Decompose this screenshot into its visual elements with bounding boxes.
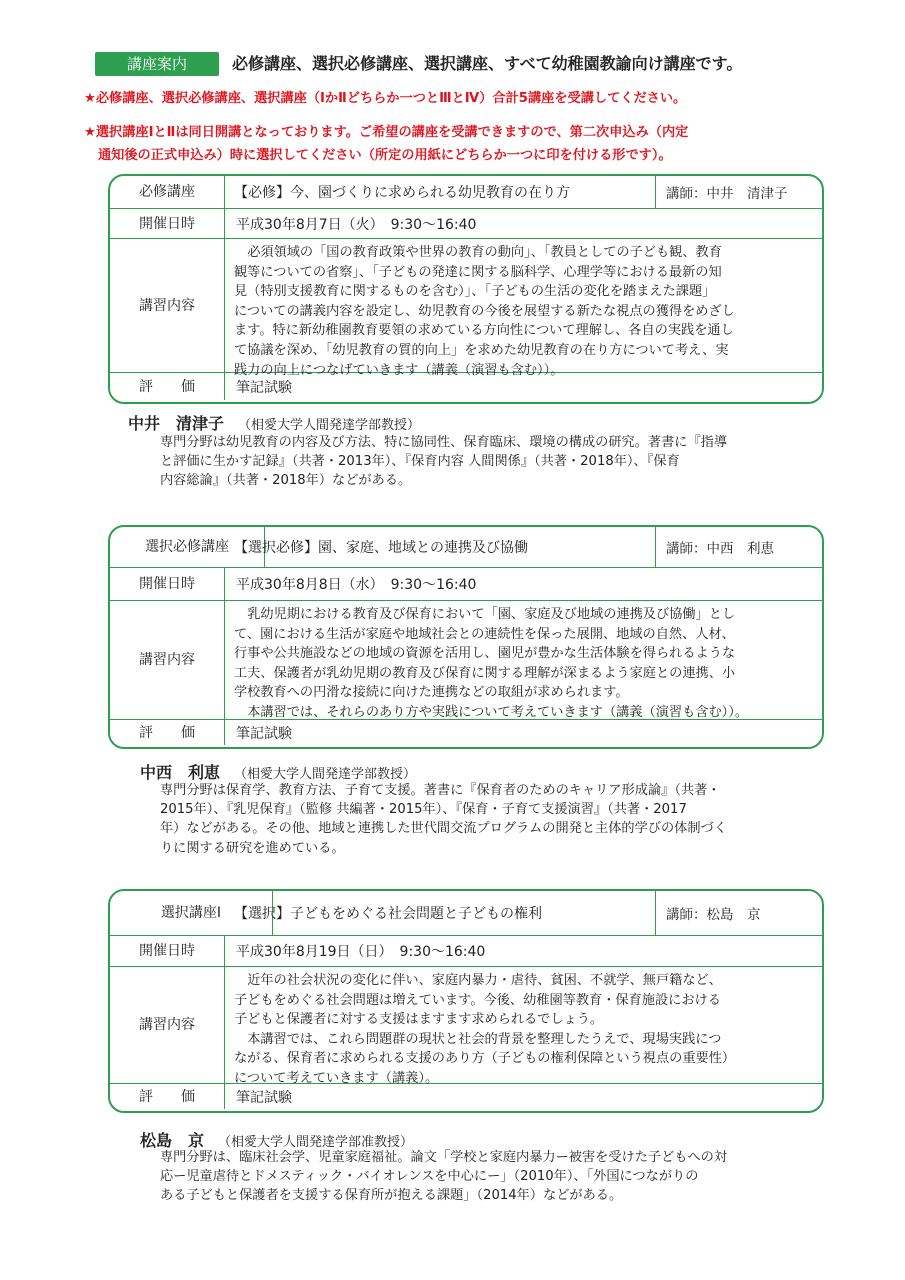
eval-label: 評 価	[110, 1084, 225, 1109]
notice-3: 通知後の正式申込み）時に選択してください（所定の用紙にどちらか一つに印を付ける形です）。	[98, 148, 672, 163]
date-label: 開催日時	[110, 936, 225, 966]
date-label: 開催日時	[110, 209, 225, 238]
page-title: 必修講座、選択必修講座、選択講座、すべて幼稚園教諭向け講座です。	[232, 54, 743, 73]
course-date: 平成30年8月19日（日） 9:30～16:40	[236, 944, 486, 960]
lecturer-bio: 専門分野は保育学、教育方法、子育て支援。著書に『保育者のためのキャリア形成論』（共著・ 2015年）、『乳児保育』（監修 共編著・2015年）、『保育・子育て支援演習』（共著・2017 年）などがある。その他、地域と連携した世代間交流プログラムの開発と主体的学びの体制づく りに関する研究を進めている。	[160, 783, 727, 856]
course-evaluation: 筆記試験	[236, 379, 292, 396]
course-type: 選択講座Ⅰ	[110, 891, 273, 935]
course-lecturer: 講師：松島 京	[666, 907, 761, 923]
lecturer-bio: 専門分野は幼児教育の内容及び方法、特に協同性、保育臨床、環境の構成の研究。著書に『指導 と評価に生かす記録』（共著・2013年）、『保育内容 人間関係』（共著・2018年）、『保育 内容総論』（共著・2018年）などがある。	[160, 435, 728, 489]
notice-2: ★選択講座ⅠとⅡは同日開講となっております。ご希望の講座を受講できますので、第二次申込み（内定	[84, 125, 689, 140]
course-content: 近年の社会状況の変化に伴い、家庭内暴力・虐待、貧困、不就学、無戸籍など、 子どもをめぐる社会問題は増えています。今後、幼稚園等教育・保育施設における 子どもと保護者に対する支援はますます求められるでしょう。 本講習では、これら問題群の現状と社会的背景を整理したうえで、現場実践につ ながる、保育者に求められる支援のあり方（子どもの権利保障という視点の重要性） について考えていきます（講義）。	[234, 973, 736, 1086]
course-evaluation: 筆記試験	[236, 725, 292, 742]
section-tag: 講座案内	[95, 52, 219, 76]
lecturer-bio-name: 中井 清津子 （相愛大学人間発達学部教授）	[128, 414, 421, 433]
course-evaluation: 筆記試験	[236, 1089, 292, 1106]
course-date: 平成30年8月7日（火） 9:30～16:40	[236, 216, 477, 233]
course-card-elective-required	[108, 525, 824, 749]
eval-label: 評 価	[110, 373, 225, 400]
course-title: 【必修】今、園づくりに求められる幼児教育の在り方	[224, 176, 656, 208]
lecturer-bio-name: 松島 京 （相愛大学人間発達学部准教授）	[140, 1131, 414, 1150]
course-title: 【選択】子どもをめぐる社会問題と子どもの権利	[224, 891, 656, 935]
course-card-elective-1	[108, 889, 824, 1113]
course-content: 必須領域の「国の教育政策や世界の教育の動向」、「教員としての子ども観、教育 観等についての省察」、「子どもの発達に関する脳科学、心理学等における最新の知 見（特別支援教育に関するものを含む）」、「子どもの生活の変化を踏まえた課題」 についての講義内容を設定し、幼児教育の今後を展望する新たな視点の獲得をめざし ます。特に新幼稚園教育要領の求めている方向性について理解し、各自の実践を通し て協議を深め、「幼児教育の質的向上」を求めた幼児教育の在り方について考え、実 践力の向上につなげていきます（講義（演習も含む））。	[234, 245, 735, 378]
content-label: 講習内容	[110, 967, 225, 1083]
course-lecturer: 講師：中西 利恵	[666, 541, 774, 557]
course-type: 選択必修講座	[110, 527, 265, 567]
course-date: 平成30年8月8日（水） 9:30～16:40	[236, 577, 477, 593]
lecturer-bio: 専門分野は、臨床社会学、児童家庭福祉。論文「学校と家庭内暴力ー被害を受けた子どもへの対 応ー児童虐待とドメスティック・バイオレンスを中心にー」（2010年）、「外国につながりの ある子どもと保護者を支援する保育所が抱える課題」（2014年）などがある。	[160, 1150, 728, 1204]
course-type: 必修講座	[110, 176, 225, 208]
page-header	[95, 50, 885, 78]
notice-1: ★必修講座、選択必修講座、選択講座（ⅠかⅡどちらか一つとⅢとⅣ）合計5講座を受講してください。	[84, 91, 687, 106]
course-content: 乳幼児期における教育及び保育において「園、家庭及び地域の連携及び協働」とし て、園における生活が家庭や地域社会との連続性を保った展開、地域の自然、人材、 行事や公共施設などの地域の資源を活用し、園児が豊かな生活体験を得られるような 工夫、保護者が乳幼児期の教育及び保育に関する理解が深まるよう家庭との連携、小 学校教育への円滑な接続に向けた連携などの取組が求められます。 本講習では、それらのあり方や実践について考えていきます（講義（演習も含む））。	[234, 607, 749, 720]
content-label: 講習内容	[110, 239, 225, 372]
date-label: 開催日時	[110, 568, 225, 600]
course-card-required	[108, 174, 824, 404]
course-title: 【選択必修】園、家庭、地域との連携及び協働	[224, 527, 656, 567]
lecturer-bio-name: 中西 利恵 （相愛大学人間発達学部教授）	[140, 763, 417, 782]
content-label: 講習内容	[110, 601, 225, 719]
eval-label: 評 価	[110, 720, 225, 745]
course-lecturer: 講師：中井 清津子	[666, 186, 788, 202]
